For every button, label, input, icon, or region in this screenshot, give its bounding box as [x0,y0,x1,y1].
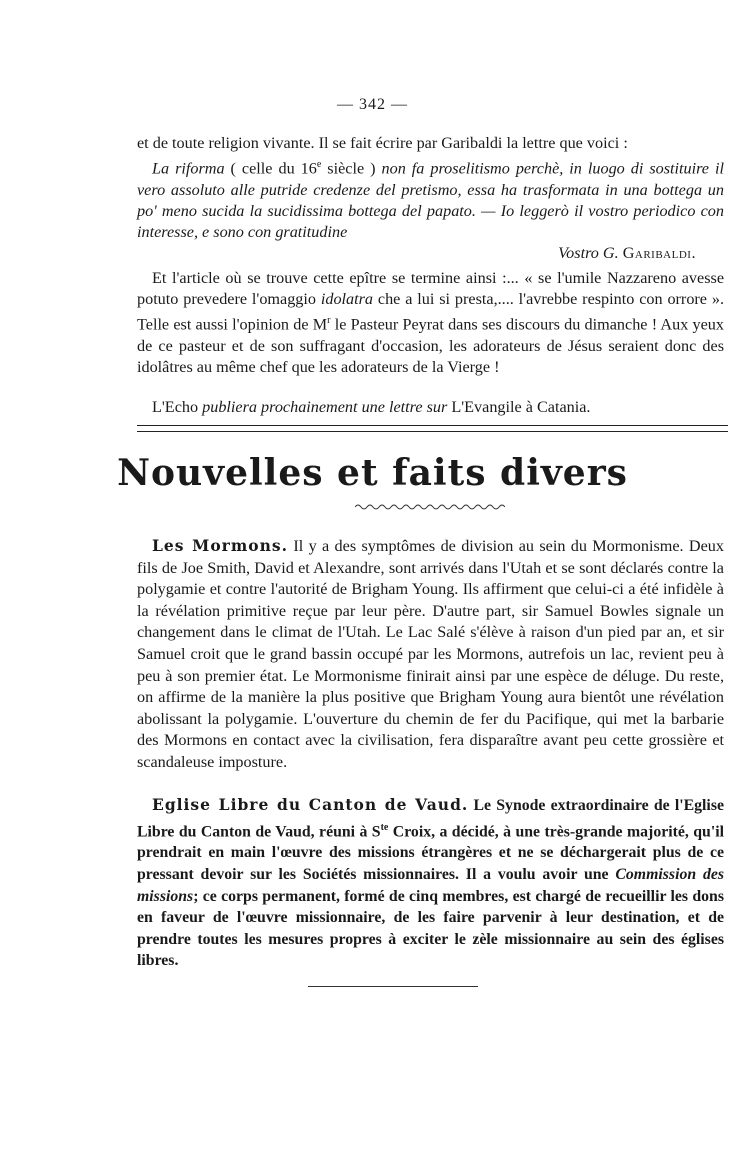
article-idolatra: idolatra [320,290,374,309]
article-part2: che a lui si presta,.... l'avrebbe respinto con orrore ». Telle est aussi l'opinion de M [137,290,724,334]
intro-block [137,133,724,265]
signature [137,243,724,264]
article-block [137,268,724,378]
end-rule [308,986,478,987]
section-title: Nouvelles et faits divers [117,452,628,494]
eglise-text1: Le Synode extraordinaire de l'Eglise Libre du Canton de Vaud, réuni à S [137,797,724,840]
page-number: — 342 — [337,96,408,113]
quote-rest: non fa proselitismo perchè, in luogo di sostituire il vero assoluto alle putride credenze del pretismo, essa ha trasformata in una bottega un po' meno sucida la sucidissima bottega del papato. — Io leggerò il vostro periodico con interesse, e sono con gratitudine [137,159,724,242]
echo-part2: L'Evangile à Catania. [447,398,591,416]
eglise-heading: Eglise Libre du Canton de Vaud. [152,795,469,814]
article-part3: le Pasteur Peyrat dans ses discours du dimanche ! Aux yeux de ce pasteur et de son suffragant d'occasion, les adorateurs de Jésus seraient donc des idolâtres au même chef que les adorateurs de la Vierge ! [137,315,724,377]
echo-part1: L'Echo [152,398,203,416]
echo-line [137,397,724,418]
section-divider [137,425,728,432]
mormons-heading: Les Mormons. [152,536,288,555]
mormons-text: Il y a des symptômes de division au sein du Mormonisme. Deux fils de Joe Smith, David et Alexandre, sont arrivés dans l'Utah et se sont déclarés contre la polygamie et contre l'autorité de Brigham Young. Ils affirment que celui-ci a été infidèle à la révélation primitive reçue par leur père. D'autre part, sir Samuel Bowles signale un changement dans le climat de l'Utah. Le Lac Salé s'élève à raison d'un pied par an, et sir Samuel croit que le grand bassin occupé par les Mormons, autrefois un lac, revient peu à peu à son premier état. Le Mormonisme finirait ainsi par une espèce de déluge. Du reste, on affirme de la manière la plus positive que Brigham Young aura bientôt une révélation abolissant la polygamie. L'ouverture du chemin de fer du Pacifique, qui met la barbarie des Mormons en contact avec la civilisation, fera disparaître avant peu cette grossière et scandaleuse imposture. [137,537,724,771]
eglise-paragraph [137,794,724,972]
eglise-sup: te [380,821,389,833]
intro-line: et de toute religion vivante. Il se fait écrire par Garibaldi la lettre que voici : [137,134,628,152]
eglise-text3: ; ce corps permanent, formé de cinq membres, est chargé de recueillir les dons en faveur de l'œuvre missionnaire, de les faire parvenir à leur destination, et de prendre toutes les mesures propres à exciter le zèle missionnaire au sein des églises libres. [137,887,724,970]
echo-italic: publiera prochainement une lettre sur [202,398,448,416]
quote-mid2: siècle ) [321,159,382,178]
eglise-italic: Commission des missions [137,866,724,905]
mormons-block [137,535,724,774]
article-sup: r [327,315,331,327]
echo-block [137,397,724,418]
wavy-ornament [355,503,505,511]
article-part1: Et l'article où se trouve cette epître se termine ainsi :... « se l'umile Nazzareno avesse potuto prevedere l'omaggio [137,269,724,309]
signature-name: Garibaldi. [622,244,696,263]
garibaldi-quote [137,154,724,243]
quote-mid: ( celle du 16 [224,159,317,178]
article-paragraph [137,268,724,378]
quote-start: La riforma [152,159,225,178]
mormons-paragraph [137,535,724,774]
eglise-block [137,794,724,972]
quote-sup: e [316,159,322,171]
eglise-text2: Croix, a décidé, à une très-grande majorité, qu'il prendrait en main l'œuvre des missions étrangères et ne se déchargerait plus de ce pressant devoir sur les Sociétés missionnaires. Il a voulu avoir une [137,822,724,884]
signature-prefix: Vostro G. [558,244,623,263]
